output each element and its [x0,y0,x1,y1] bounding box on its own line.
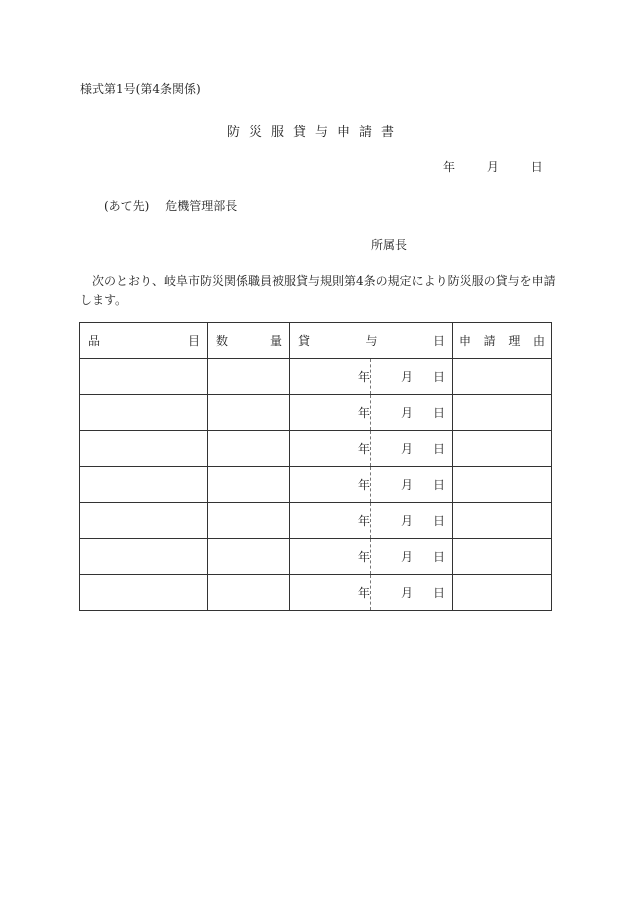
day-label: 日 [432,550,445,564]
loan-year-cell[interactable] [290,395,371,431]
table-row [80,359,552,395]
year-label: 年 [357,550,370,564]
header-quantity [208,323,290,359]
month-label: 月 [400,442,413,456]
year-label: 年 [357,586,370,600]
year-label: 年 [357,406,370,420]
recipient-line [104,197,237,214]
table-row [80,395,552,431]
loan-month-day-cell[interactable] [371,539,453,575]
loan-year-cell[interactable] [290,503,371,539]
year-label: 年 [357,478,370,492]
item-cell[interactable] [80,467,208,503]
reason-cell[interactable] [453,395,552,431]
quantity-cell[interactable] [208,575,290,611]
loan-year-cell[interactable] [290,467,371,503]
day-label: 日 [432,586,445,600]
month-label: 月 [400,478,413,492]
loan-month-day-cell[interactable] [371,575,453,611]
item-cell[interactable] [80,503,208,539]
reason-cell[interactable] [453,431,552,467]
loan-year-cell[interactable] [290,431,371,467]
header-loan-date-char: 与 [365,334,378,348]
table-row [80,539,552,575]
quantity-cell[interactable] [208,395,290,431]
day-label: 日 [432,370,445,384]
month-label: 月 [400,586,413,600]
day-label: 日 [432,478,445,492]
body-text: 次のとおり、岐阜市防災関係職員被服貸与規則第4条の規定により防災服の貸与を申請します。 [80,274,556,307]
form-number: 様式第1号(第4条関係) [80,82,201,96]
quantity-cell[interactable] [208,467,290,503]
day-label: 日 [432,442,445,456]
recipient-prefix: (あて先) [104,199,150,213]
loan-month-day-cell[interactable] [371,359,453,395]
reason-cell[interactable] [453,359,552,395]
quantity-cell[interactable] [208,539,290,575]
document-title: 防災服貸与申請書 [226,125,403,140]
date-day-label: 日 [530,160,543,174]
table-row [80,575,552,611]
item-cell[interactable] [80,431,208,467]
header-loan-date-char: 日 [432,334,445,348]
header-reason-char: 理 [508,334,521,348]
item-cell[interactable] [80,395,208,431]
loan-month-day-cell[interactable] [371,503,453,539]
year-label: 年 [357,370,370,384]
day-label: 日 [432,514,445,528]
quantity-cell[interactable] [208,359,290,395]
loan-month-day-cell[interactable] [371,395,453,431]
reason-cell[interactable] [453,503,552,539]
table-row [80,467,552,503]
recipient-name: 危機管理部長 [165,199,238,213]
reason-cell[interactable] [453,467,552,503]
quantity-cell[interactable] [208,503,290,539]
item-cell[interactable] [80,359,208,395]
affiliation-label: 所属長 [371,238,408,252]
date-line [443,158,543,175]
month-label: 月 [400,370,413,384]
item-cell[interactable] [80,575,208,611]
loan-year-cell[interactable] [290,539,371,575]
month-label: 月 [400,406,413,420]
table-row [80,503,552,539]
header-quantity-char: 数 [216,334,229,348]
reason-cell[interactable] [453,575,552,611]
header-reason-char: 請 [483,334,496,348]
item-cell[interactable] [80,539,208,575]
loan-year-cell[interactable] [290,359,371,395]
header-quantity-char: 量 [269,334,282,348]
table-row [80,431,552,467]
year-label: 年 [357,442,370,456]
day-label: 日 [432,406,445,420]
table-body [80,359,552,611]
header-reason-char: 由 [532,334,545,348]
loan-year-cell[interactable] [290,575,371,611]
header-item-char: 目 [187,334,200,348]
loan-table [79,322,552,611]
month-label: 月 [400,514,413,528]
date-year-label: 年 [443,160,456,174]
header-reason [453,323,552,359]
reason-cell[interactable] [453,539,552,575]
table-header-row [80,323,552,359]
month-label: 月 [400,550,413,564]
header-loan-date [290,323,453,359]
quantity-cell[interactable] [208,431,290,467]
date-month-label: 月 [486,160,499,174]
header-item [80,323,208,359]
header-item-char: 品 [88,334,101,348]
header-loan-date-char: 貸 [298,334,311,348]
year-label: 年 [357,514,370,528]
header-reason-char: 申 [459,334,472,348]
loan-month-day-cell[interactable] [371,467,453,503]
loan-month-day-cell[interactable] [371,431,453,467]
